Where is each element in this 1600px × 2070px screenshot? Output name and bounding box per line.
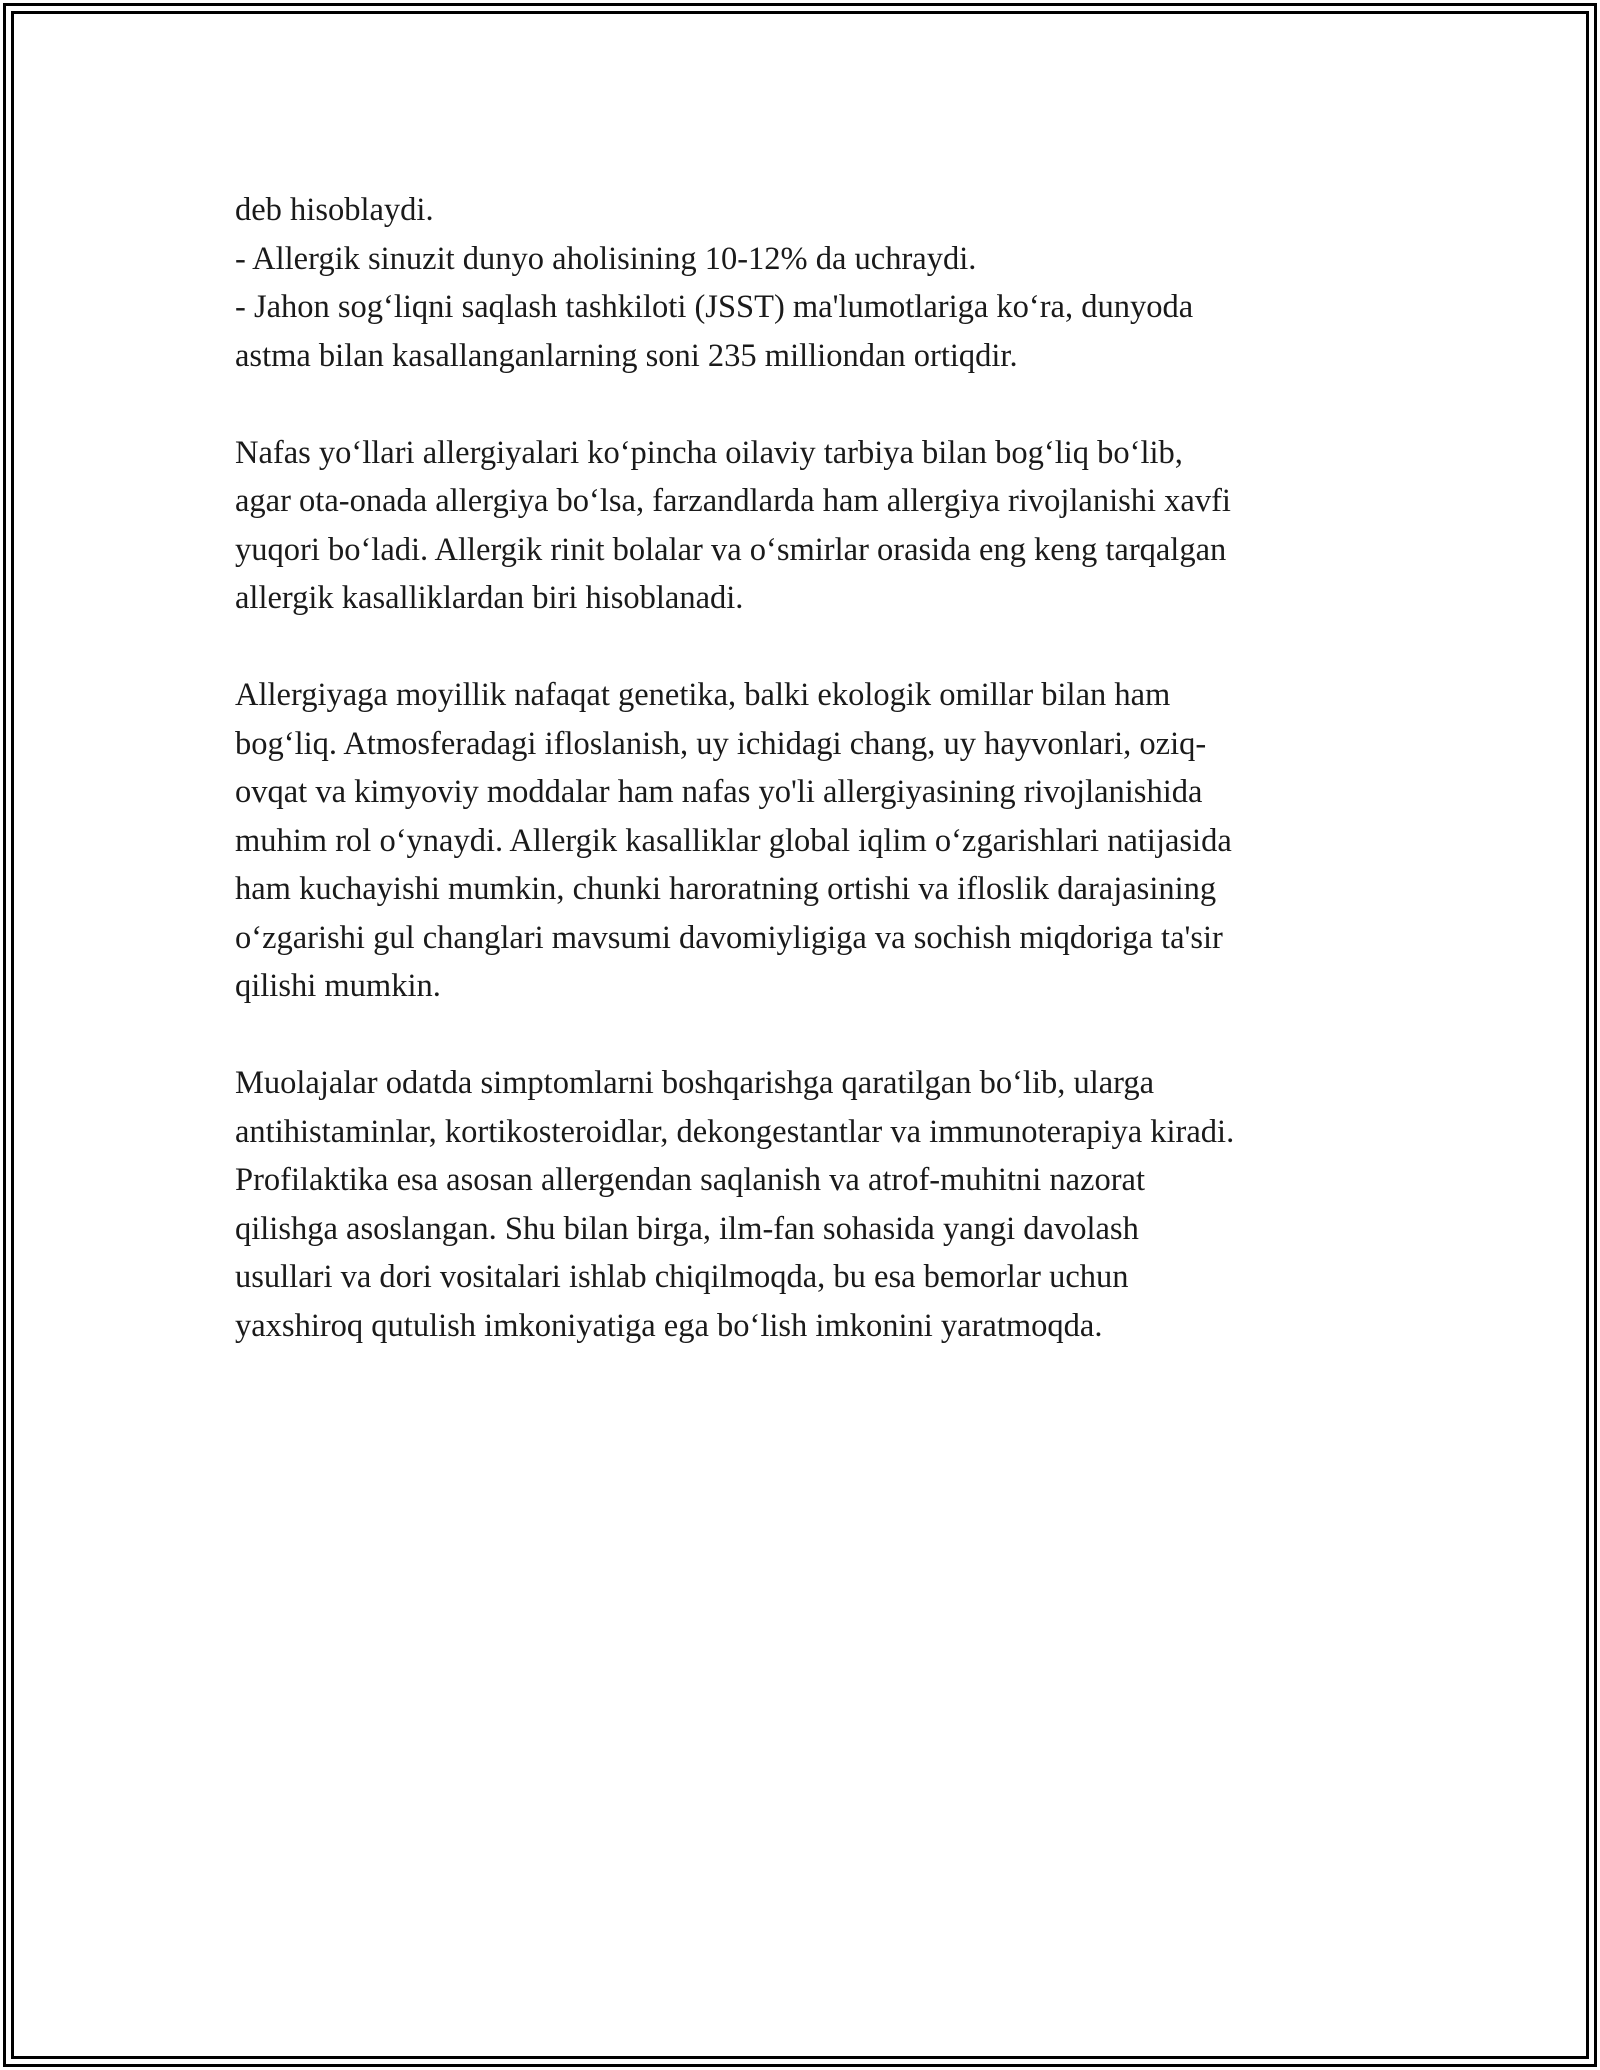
paragraph: [235, 671, 1375, 1011]
text-line: ovqat va kimyoviy moddalar ham nafas yo'li allergiyasining rivojlanishida: [235, 774, 1203, 810]
text-line: qilishga asoslangan. Shu bilan birga, ilm-fan sohasida yangi davolash: [235, 1210, 1139, 1247]
paragraph: [235, 186, 1375, 380]
text-line: Nafas yo‘llari allergiyalari ko‘pincha oilaviy tarbiya bilan bog‘liq bo‘lib,: [235, 434, 1183, 471]
text-line: agar ota-onada allergiya bo‘lsa, farzandlarda ham allergiya rivojlanishi xavfi: [235, 483, 1231, 519]
text-line: allergik kasalliklardan biri hisoblanadi.: [235, 580, 744, 616]
text-line: deb hisoblaydi.: [235, 192, 434, 228]
paragraph: [235, 1059, 1375, 1350]
text-line: qilishi mumkin.: [235, 968, 441, 1004]
text-line: - Jahon sog‘liqni saqlash tashkiloti (JSST) ma'lumotlariga ko‘ra, dunyoda: [235, 289, 1194, 325]
text-line: Allergiyaga moyillik nafaqat genetika, balki ekologik omillar bilan ham: [235, 677, 1171, 713]
text-line: bog‘liq. Atmosferadagi ifloslanish, uy ichidagi chang, uy hayvonlari, oziq-: [235, 725, 1207, 762]
text-line: Profilaktika esa asosan allergendan saqlanish va atrof-muhitni nazorat: [235, 1162, 1145, 1198]
text-line: o‘zgarishi gul changlari mavsumi davomiyligiga va sochish miqdoriga ta'sir: [235, 919, 1223, 956]
text-line: muhim rol o‘ynaydi. Allergik kasalliklar global iqlim o‘zgarishlari natijasida: [235, 822, 1232, 859]
text-line: Muolajalar odatda simptomlarni boshqarishga qaratilgan bo‘lib, ularga: [235, 1065, 1155, 1101]
document-body: [235, 186, 1375, 1399]
text-line: antihistaminlar, kortikosteroidlar, dekongestantlar va immunoterapiya kiradi.: [235, 1113, 1235, 1150]
text-line: usullari va dori vositalari ishlab chiqilmoqda, bu esa bemorlar uchun: [235, 1259, 1129, 1295]
text-line: ham kuchayishi mumkin, chunki haroratning ortishi va ifloslik darajasining: [235, 871, 1217, 907]
text-line: - Allergik sinuzit dunyo aholisining 10-12% da uchraydi.: [235, 240, 977, 277]
paragraph: [235, 429, 1375, 623]
text-line: astma bilan kasallanganlarning soni 235 milliondan ortiqdir.: [235, 337, 1018, 374]
text-line: yuqori bo‘ladi. Allergik rinit bolalar va o‘smirlar orasida eng keng tarqalgan: [235, 531, 1227, 568]
text-line: yaxshiroq qutulish imkoniyatiga ega bo‘lish imkonini yaratmoqda.: [235, 1307, 1103, 1344]
